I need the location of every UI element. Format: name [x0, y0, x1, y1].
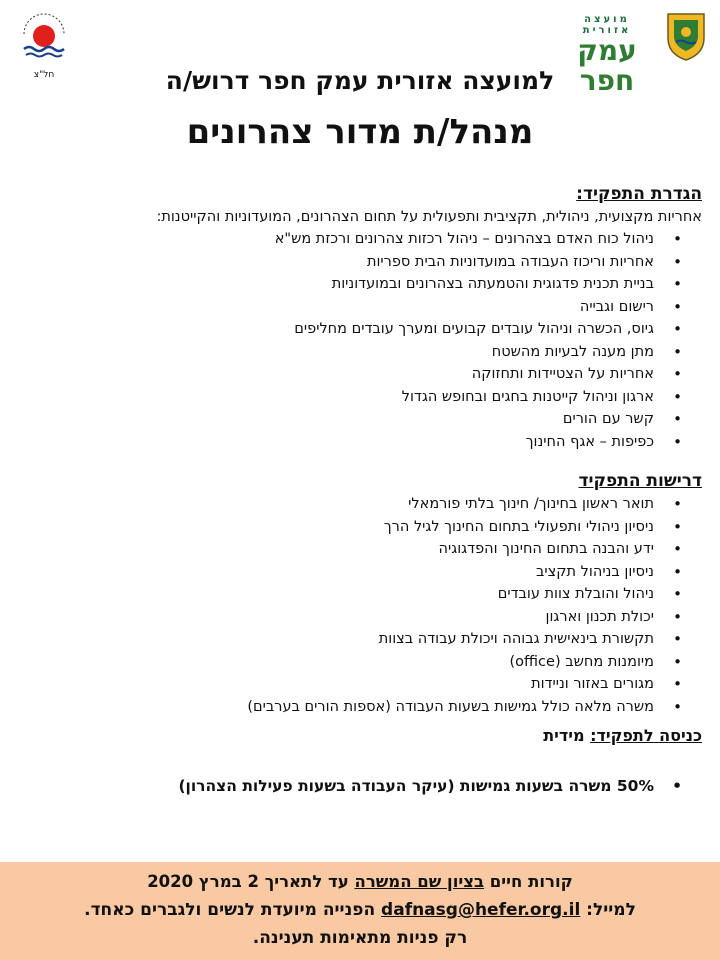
list-item: • תואר ראשון בחינוך/ חינוך בלתי פורמאלי: [16, 493, 702, 516]
email-link[interactable]: dafnasg@hefer.org.il: [381, 900, 581, 920]
list-item: • ידע והבנה בתחום החינוך והפדגוגיה: [16, 538, 702, 561]
council-logo: [558, 8, 708, 97]
list-item: • מגורים באזור וניידות: [16, 673, 702, 696]
logo-left-caption: חל"צ: [33, 70, 55, 80]
footer-deadline: עד לתאריך 2 במרץ 2020: [147, 872, 355, 891]
list-item: • בניית תכנית פדגוגית והטמעתה בצהרונים ובמועדוניות: [16, 273, 702, 296]
role-definition-heading: הגדרת התפקיד:: [576, 184, 702, 204]
requirements-heading: דרישות התפקיד: [578, 471, 702, 491]
position-percent: • 50% משרה בשעות גמישות (עיקר העבודה בשעות פעילות הצהרון): [16, 774, 702, 798]
list-item: • ארגון וניהול קייטנות בחגים ובחופש הגדול: [16, 386, 702, 409]
list-item: • יכולת תכנון וארגון: [16, 606, 702, 629]
footer-email-label: למייל:: [580, 900, 636, 920]
footer-cv-text: קורות חיים: [484, 872, 573, 891]
requirements-list: [16, 493, 702, 718]
page-title-position: מנהל/ת מדור צהרונים: [186, 112, 534, 152]
council-logo-name: עמק חפר: [577, 34, 637, 97]
list-item: • אחריות על הצטיידות ותחזוקה: [16, 363, 702, 386]
page-title-line1: למועצה אזורית עמק חפר דרוש/ה: [165, 66, 555, 95]
list-item: • רישום וגבייה: [16, 296, 702, 319]
footer-equal-opportunity: הפנייה מיועדת לנשים ולגברים כאחד.: [84, 900, 382, 920]
list-item: • תקשורת בינאישית גבוהה ויכולת עבודה בצוות: [16, 628, 702, 651]
council-logo-subtitle: מועצה אזורית: [582, 14, 632, 36]
job-description: [16, 182, 702, 798]
list-item: • מתן מענה לבעיות מהשטח: [16, 341, 702, 364]
sun-wave-emblem-icon: [14, 10, 74, 70]
list-item: • ניהול כוח האדם בצהרונים – ניהול רכזות צהרונים ורכזת מש"א: [16, 228, 702, 251]
list-item: • כפיפות – אגף החינוך: [16, 431, 702, 454]
footer-line-note: רק פניות מתאימות תענינה.: [252, 928, 468, 948]
list-item: • ניהול והובלת צוות עובדים: [16, 583, 702, 606]
list-item: • מיומנות מחשב (office): [16, 651, 702, 674]
list-item: • גיוס, הכשרה וניהול עובדים קבועים ומערך עובדים מחליפים: [16, 318, 702, 341]
role-definition-intro: אחריות מקצועית, ניהולית, תקציבית ותפעולית על תחום הצהרונים, המועדוניות והקייטנות:: [156, 209, 702, 225]
role-definition-list: [16, 228, 702, 453]
entry-date-label: כניסה לתפקיד:: [590, 726, 702, 745]
list-item: • משרה מלאה כולל גמישות בשעות העבודה (אספות הורים בערבים): [16, 696, 702, 719]
entry-date: [16, 724, 702, 748]
list-item: • קשר עם הורים: [16, 408, 702, 431]
council-shield-icon: [664, 10, 708, 62]
list-item: • ניסיון ניהולי ותפעולי בתחום החינוך לגיל הרך: [16, 516, 702, 539]
list-item: • אחריות וריכוז העבודה במועדוניות הבית ספריות: [16, 251, 702, 274]
footer-line-email: [0, 896, 720, 924]
application-footer: [0, 862, 720, 960]
footer-line-cv: [0, 868, 720, 896]
entry-date-value: מידית: [543, 726, 591, 745]
footer-cv-emphasis: בציון שם המשרה: [354, 872, 485, 891]
list-item: • ניסיון בניהול תקציב: [16, 561, 702, 584]
